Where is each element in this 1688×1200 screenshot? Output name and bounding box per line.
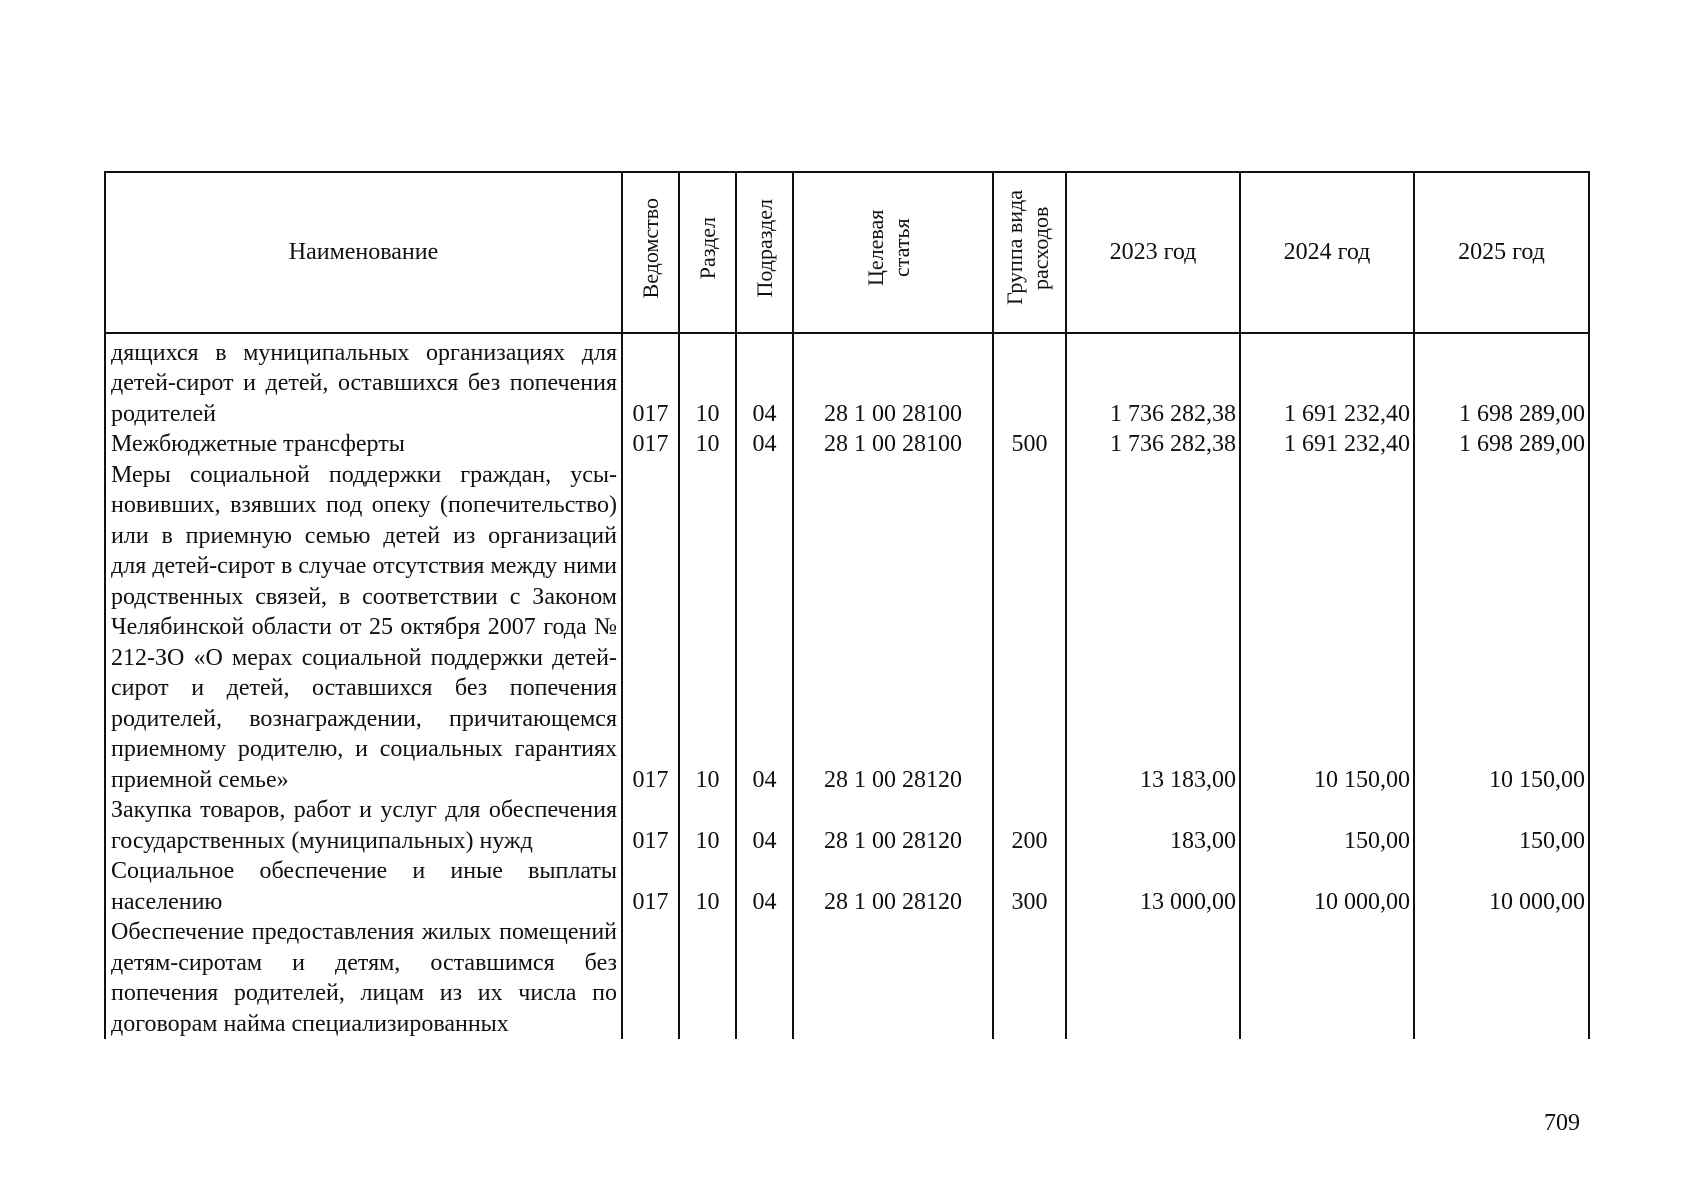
row-year-2024: 150,00	[1240, 795, 1414, 856]
row-subsection: 04	[736, 333, 793, 430]
row-year-2024: 10 000,00	[1240, 856, 1414, 917]
row-department: 017	[622, 333, 679, 430]
row-target-item: 28 1 00 28120	[793, 460, 993, 796]
row-department: 017	[622, 429, 679, 460]
row-expense-group: 500	[993, 429, 1066, 460]
header-department	[622, 172, 679, 333]
header-year-2024-text: 2024 год	[1283, 239, 1371, 265]
header-target-item-text: Целевая статья	[863, 209, 914, 287]
row-expense-group	[993, 917, 1066, 1039]
row-target-item: 28 1 00 28120	[793, 795, 993, 856]
table-row	[105, 856, 1589, 917]
row-name: дящихся в муниципальных организациях для детей-сирот и детей, оставшихся без попечения родителей	[105, 333, 622, 430]
row-section	[679, 917, 736, 1039]
page-number: 709	[1544, 1110, 1580, 1136]
row-department	[622, 917, 679, 1039]
row-year-2025: 10 150,00	[1414, 460, 1589, 796]
header-expense-group-text: Группа вида расходов	[1001, 190, 1053, 306]
table-row	[105, 917, 1589, 1039]
table-row	[105, 795, 1589, 856]
row-year-2023: 183,00	[1066, 795, 1240, 856]
header-name-text: Наименование	[288, 239, 439, 265]
row-section: 10	[679, 856, 736, 917]
header-expense-group	[993, 172, 1066, 333]
header-subsection-text: Подраздел	[751, 198, 777, 298]
header-department-text: Ведомство	[637, 197, 663, 299]
header-name	[105, 172, 622, 333]
row-year-2025: 10 000,00	[1414, 856, 1589, 917]
row-expense-group: 300	[993, 856, 1066, 917]
table-row	[105, 333, 1589, 430]
header-year-2023	[1066, 172, 1240, 333]
row-name: Закупка товаров, работ и услуг для обеспечения государственных (муниципальных) нужд	[105, 795, 622, 856]
row-department: 017	[622, 460, 679, 796]
table-body	[105, 333, 1589, 1040]
row-expense-group: 200	[993, 795, 1066, 856]
row-year-2024: 10 150,00	[1240, 460, 1414, 796]
header-target-item	[793, 172, 993, 333]
header-year-2024	[1240, 172, 1414, 333]
row-department: 017	[622, 795, 679, 856]
table-row	[105, 429, 1589, 460]
row-year-2023: 1 736 282,38	[1066, 333, 1240, 430]
row-year-2024: 1 691 232,40	[1240, 333, 1414, 430]
row-expense-group	[993, 460, 1066, 796]
row-year-2023: 1 736 282,38	[1066, 429, 1240, 460]
table-header-row	[105, 172, 1589, 333]
header-year-2023-text: 2023 год	[1109, 239, 1197, 265]
row-section: 10	[679, 795, 736, 856]
row-subsection: 04	[736, 460, 793, 796]
header-year-2025-text: 2025 год	[1458, 239, 1545, 265]
row-year-2023: 13 000,00	[1066, 856, 1240, 917]
row-year-2025: 150,00	[1414, 795, 1589, 856]
budget-table	[104, 171, 1590, 1039]
row-subsection: 04	[736, 795, 793, 856]
header-section-text: Раздел	[694, 216, 720, 280]
row-subsection: 04	[736, 856, 793, 917]
row-year-2025: 1 698 289,00	[1414, 333, 1589, 430]
row-year-2023	[1066, 917, 1240, 1039]
row-name: Социальное обеспечение и иные выплаты населению	[105, 856, 622, 917]
row-target-item: 28 1 00 28120	[793, 856, 993, 917]
row-section: 10	[679, 333, 736, 430]
header-section	[679, 172, 736, 333]
row-name: Обеспечение предоставления жилых помещений детям-сиротам и детям, оставшимся без попечения родителей, лицам из их числа по договорам найма специализированных	[105, 917, 622, 1039]
row-year-2024: 1 691 232,40	[1240, 429, 1414, 460]
table-row	[105, 460, 1589, 796]
row-section: 10	[679, 429, 736, 460]
row-name: Межбюджетные трансферты	[105, 429, 622, 460]
row-target-item: 28 1 00 28100	[793, 333, 993, 430]
row-department: 017	[622, 856, 679, 917]
header-year-2025	[1414, 172, 1589, 333]
row-year-2025: 1 698 289,00	[1414, 429, 1589, 460]
row-section: 10	[679, 460, 736, 796]
row-year-2025	[1414, 917, 1589, 1039]
row-subsection: 04	[736, 429, 793, 460]
row-year-2023: 13 183,00	[1066, 460, 1240, 796]
row-expense-group	[993, 333, 1066, 430]
header-subsection	[736, 172, 793, 333]
row-year-2024	[1240, 917, 1414, 1039]
row-subsection	[736, 917, 793, 1039]
row-name: Меры социальной поддержки граждан, усыновивших, взявших под опеку (попечительство) или в приемную семью детей из организаций для детей-сирот в случае отсутствия между ними родственных связей, в соответствии с Законом Челябинской области от 25 октября 2007 года № 212-ЗО «О мерах социальной поддержки детей-сирот и детей, оставшихся без попечения родителей, вознаграждении, причитающемся приемному родителю, и социальных гарантиях приемной семье»	[105, 460, 622, 796]
row-target-item: 28 1 00 28100	[793, 429, 993, 460]
row-target-item	[793, 917, 993, 1039]
